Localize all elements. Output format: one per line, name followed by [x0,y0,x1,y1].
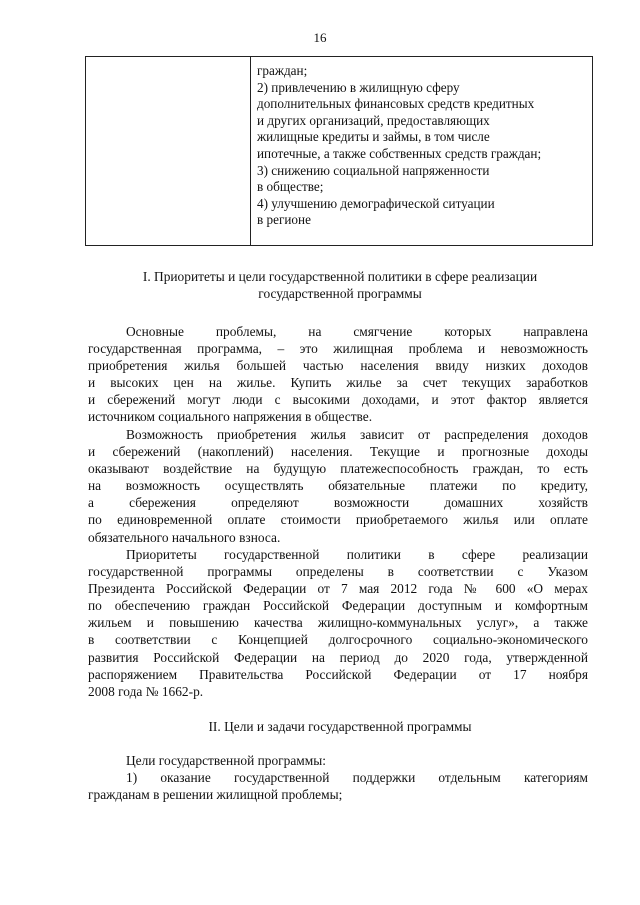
text-line: Приоритеты государственной политики в сфере реализации [126,547,588,562]
table-column-divider [250,57,251,245]
text-line: источником социального напряжения в обществе. [88,409,373,425]
text-line: гражданам в решении жилищной проблемы; [88,787,343,803]
page-number: 16 [313,30,327,45]
table-cell-text [257,63,589,229]
text-line: в соответствии с Концепцией долгосрочного социально-экономического [88,632,588,648]
text-line: Основные проблемы, на смягчение которых направлена [126,324,588,339]
section-1-heading [100,268,580,302]
table-line: граждан; [257,63,308,78]
text-line: по единовременной оплате стоимости приобретаемого жилья или оплате [88,512,588,528]
text-line: а сбережения определяют возможности домашних хозяйств [88,495,588,511]
section-2-heading [100,718,580,735]
table-line: 3) снижению социальной напряженности [257,162,490,178]
continuation-table [85,56,593,246]
text-line: Президента Российской Федерации от 7 мая 2012 года № 600 «О мерах [88,581,588,597]
text-line: Возможность приобретения жилья зависит от распределения доходов [126,427,588,442]
paragraph-main-problems [88,323,588,426]
table-line: 4) улучшению демографической ситуации [257,195,495,211]
table-line: в обществе; [257,179,324,195]
paragraph-goals [88,752,588,803]
text-line: государственная программа, – это жилищная проблема и невозможность [88,341,588,357]
text-line: 1) оказание государственной поддержки отдельным категориям [126,770,588,786]
table-line: дополнительных финансовых средств кредитных [257,96,535,112]
heading-line: I. Приоритеты и цели государственной политики в сфере реализации [142,269,538,284]
paragraph-affordability [88,426,588,546]
text-line: обязательного начального взноса. [88,529,281,545]
text-line: по обеспечению граждан Российской Федерации доступным и комфортным [88,598,588,614]
paragraph-priorities [88,546,588,700]
text-line: приобретения жилья большей частью населения ввиду низких доходов [88,358,588,374]
text-line: и сбережений могут люди с высокими доходами, и этот фактор является [88,392,588,408]
table-line: в регионе [257,212,311,228]
text-line: жильем и повышению качества жилищно-коммунальных услуг», а также [88,615,588,631]
heading-line: II. Цели и задачи государственной программы [208,719,472,734]
table-line: ипотечные, а также собственных средств граждан; [257,145,542,161]
text-line: и высоких цен на жилье. Купить жилье за счет текущих заработков [88,375,588,391]
table-line: жилищные кредиты и займы, в том числе [257,129,490,145]
text-line: и сбережений (накоплений) населения. Текущие и прогнозные доходы [88,444,588,460]
table-line: и других организаций, предоставляющих [257,112,490,128]
text-line: на возможность осуществлять обязательные платежи по кредиту, [88,478,588,494]
text-line: 2008 года № 1662-р. [88,683,204,699]
text-line: распоряжением Правительства Российской Федерации от 17 ноября [88,666,588,682]
text-line: развития Российской Федерации на период до 2020 года, утвержденной [88,649,588,665]
heading-line: государственной программы [258,286,422,301]
text-line: Цели государственной программы: [126,753,326,768]
text-line: государственной программы определены в соответствии с Указом [88,564,588,580]
table-line: 2) привлечению в жилищную сферу [257,79,460,95]
text-line: оказывают воздействие на будущую платежеспособность граждан, то есть [88,461,588,477]
